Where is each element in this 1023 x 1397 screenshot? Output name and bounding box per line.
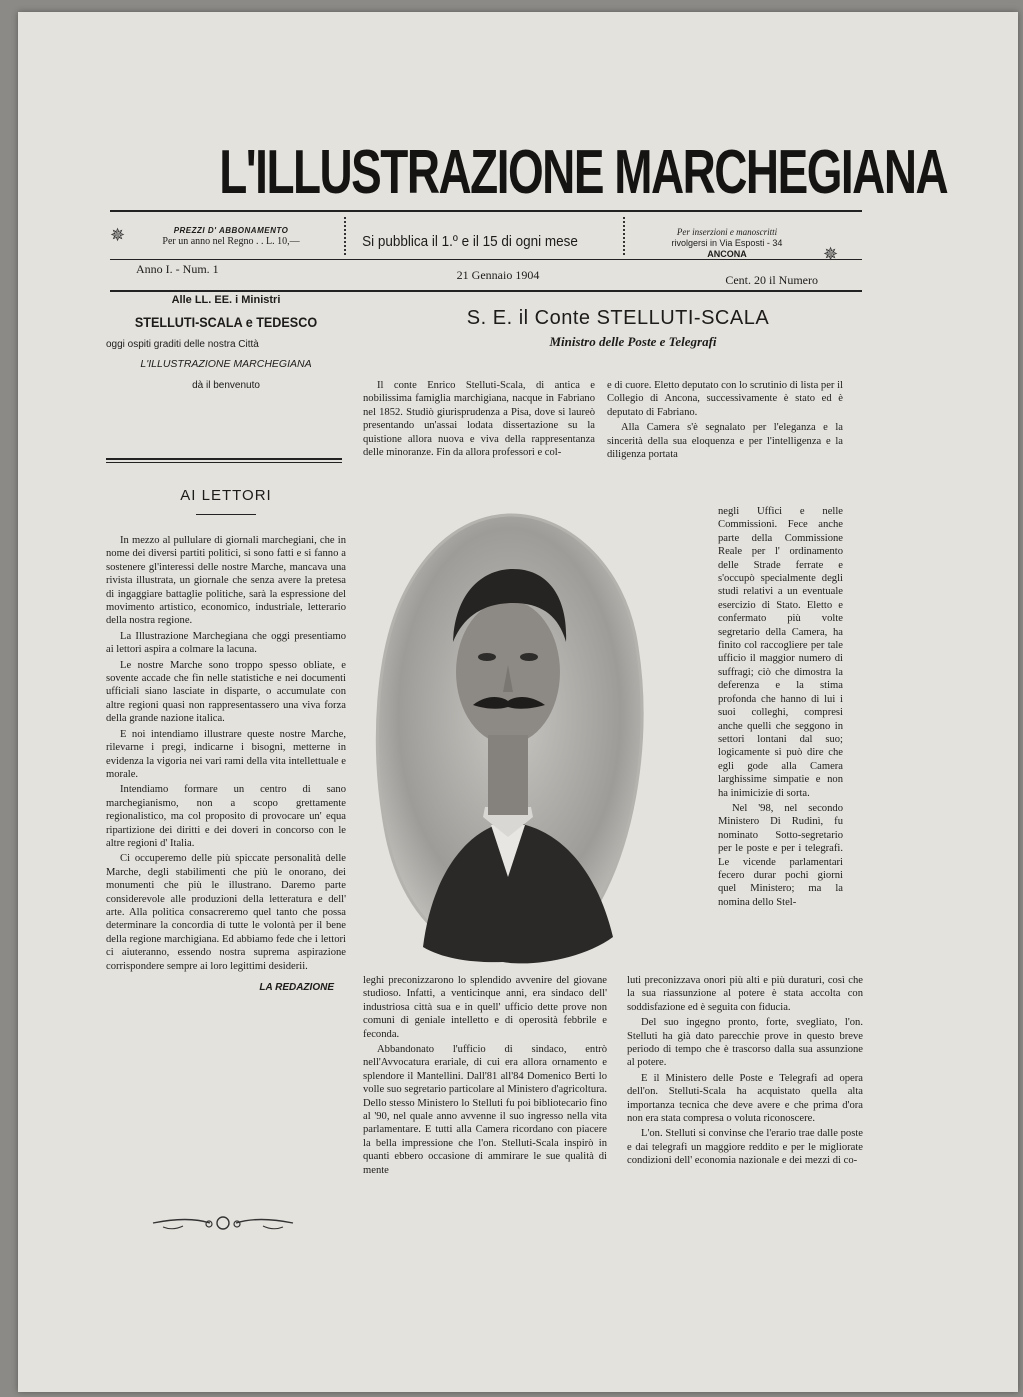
welcome-ministers: STELLUTI-SCALA e TEDESCO <box>134 314 318 331</box>
masthead-title: L'ILLUSTRAZIONE MARCHEGIANA <box>219 138 948 207</box>
lettori-paragraph: In mezzo al pullulare di giornali marchegiani, che in nome dei diversi partiti politici, si sono fatti e si fanno a sostenere gl'interessi delle nostre Marche, mancava una rivista illustrata, un giornale che senza avere la pretesa di ingaggiare battaglie politiche, sarà la espressione del movimento artistico, economico, industriale, letterario della nostra regione. <box>106 535 346 627</box>
welcome-rule-thin <box>106 462 342 463</box>
lettori-title: AI LETTORI <box>180 487 272 504</box>
article-column-2-top <box>607 379 843 463</box>
lettori-paragraph: Ci occuperemo delle più spiccate personalità delle Marche, degli stabilimenti che più le onorano, dei monumenti che più le illustrano. Daremo parte considerevole alle produzioni della letteratura e dell' arte. Alla politica consacreremo quel tanto che possa determinare la concordia di tutte le volontà per il bene della regione marchigiana. Ed abbiamo fede che i lettori ci aiuteranno, essendo nostra suprema aspirazione corrispondere sempre ai loro legittimi desiderii. <box>106 853 346 972</box>
header-rule-bottom <box>110 290 862 292</box>
contact-line-2: rivolgersi in Via Esposti - 34 <box>671 238 783 248</box>
article-paragraph: Alla Camera s'è segnalato per l'eleganza e la sincerità della sua eloquenza e per l'intelligenza e la diligenza portata <box>607 422 843 461</box>
welcome-paper-name: L'ILLUSTRAZIONE MARCHEGIANA <box>140 358 312 371</box>
welcome-rule <box>106 458 342 460</box>
lettori-paragraph: Intendiamo formare un centro di sano marchegianismo, non a scopo grettamente regionalistico, ma col proposito di provocare un' equa ripartizione dei diritti e dei doveri in concorso con le altre regioni d' Italia. <box>106 784 346 849</box>
article-wrap-text <box>718 505 843 911</box>
welcome-line-3: oggi ospiti graditi delle nostra Città <box>106 338 259 350</box>
header-rule-top <box>110 210 862 212</box>
contact-city: ANCONA <box>707 249 747 259</box>
article-column-2-bottom <box>627 974 863 1170</box>
article-paragraph: Il conte Enrico Stelluti-Scala, di antica e nobilissima famiglia marchigiana, nacque in Fabriano nel 1852. Studiò giurisprudenza a Pisa, dove si laureò presentando un'assai lodata dissertazione su la quistione allora nuova e viva della rappresentanza delle minoranze. Fin da allora professori e col- <box>363 380 595 459</box>
header-divider-right <box>623 217 625 255</box>
portrait-photo <box>363 507 653 967</box>
star-ornament-left: ✵ <box>110 225 126 245</box>
lettori-title-rule <box>196 514 256 515</box>
article-paragraph: negli Uffici e nelle Commissioni. Fece anche parte della Commissione Reale per l' ordinamento delle Strade ferrate e s'occupò specialmente degli studi relativi a un eventuale esercizio di Stato. Eletto e confermato più volte segretario della Camera, ha finito col raccogliere per tale ufficio il maggior numero di suffragi; ciò che dimostra la deferenza e la stima profonda che hanno di lui i suoi colleghi, compresi anche quelli che seggono in settori lontani dal suo; logicamente si può dire che egli gode alla Camera larghissime simpatie e non ha inimicizie di sorta. <box>718 506 843 799</box>
lettori-paragraph: La Illustrazione Marchegiana che oggi presentiamo ai lettori aspira a colmare la lacuna. <box>106 630 346 656</box>
article-paragraph: L'on. Stelluti si convinse che l'erario trae dalle poste e dai telegrafi un maggiore reddito e per le migliorate condizioni dell' economia nazionale e dei mezzi di co- <box>627 1128 863 1167</box>
article-subtitle: Ministro delle Poste e Telegrafi <box>549 334 717 349</box>
header-divider-left <box>344 217 346 255</box>
newspaper-page <box>18 12 1018 1392</box>
article-paragraph: E il Ministero delle Poste e Telegrafi ad opera dell'on. Stelluti-Scala ha acquistato quella alta importanza tecnica che deve avere e che prima d'ora non era stata compresa o voluta riconoscere. <box>627 1072 863 1125</box>
welcome-line-5: dà il benvenuto <box>192 379 260 391</box>
article-column-1-top <box>363 379 595 461</box>
article-paragraph: leghi preconizzarono lo splendido avvenire del giovane studioso. Infatti, a venticinque anni, era sindaco dell' industriosa città sua e in quell' ufficio dette prove non comuni di geniale intelletto e di operosità febbrile e feconda. <box>363 975 607 1040</box>
subscription-box <box>136 225 326 247</box>
issue-price: Cent. 20 il Numero <box>725 273 818 287</box>
article-paragraph: Abbandonato l'ufficio di sindaco, entrò nell'Avvocatura erariale, di cui era allora ornamento e splendore il Mantellini. Dall'81 all'84 Domenico Berti lo volle suo segretario particolare al Ministero d'agricoltura. Dello stesso Ministero lo Stelluti fu poi bibliotecario fino al '90, nel quale anno avvenne il suo ingresso nella vita parlamentare. E tutti alla Camera ricordano con piacere la bella impressione che l'on. Stelluti-Scala inspirò in quanti ebbero occasione di ammirare le sue qualità di mente <box>363 1044 607 1176</box>
subscription-title: PREZZI D' ABBONAMENTO <box>173 226 289 235</box>
scroll-ornament <box>148 1212 298 1234</box>
lettori-article <box>106 534 346 994</box>
welcome-line-1: Alle LL. EE. i Ministri <box>171 294 281 306</box>
article-paragraph: Nel '98, nel secondo Ministero Di Rudinì, fu nominato Sotto-segretario per le poste e per i telegrafi. Le vicende parlamentari fecero durar pochi giorni quel Ministero; ma la nomina dello Stel- <box>718 802 843 908</box>
welcome-notice <box>106 294 346 392</box>
subscription-price: Per un anno nel Regno . . L. 10,— <box>162 236 300 247</box>
issue-number: Anno I. - Num. 1 <box>136 262 219 276</box>
article-title: S. E. il Conte STELLUTI-SCALA <box>466 307 770 329</box>
lettori-paragraph: E noi intendiamo illustrare queste nostre Marche, rilevarne i pregi, indicarne i bisogni, metterne in evidenza la vigoria nei vari rami della vita intellettuale e morale. <box>106 728 346 780</box>
star-ornament-right: ✵ <box>823 244 839 264</box>
lettori-signature: LA REDAZIONE <box>259 982 334 993</box>
article-paragraph: e di cuore. Eletto deputato con lo scrutinio di lista per il Collegio di Ancona, successivamente è stato ed è deputato di Fabriano. <box>607 380 843 418</box>
article-paragraph: Del suo ingegno pronto, forte, svegliato, l'on. Stelluti ha già dato parecchie prove in questo breve periodo di tempo che è trascorso dalla sua assunzione al potere. <box>627 1017 863 1069</box>
article-paragraph: luti preconizzava onori più alti e più duraturi, così che la sua riassunzione al potere è stata accolta con soddisfazione ed è seguita con fiducia. <box>627 975 863 1013</box>
lettori-paragraph: Le nostre Marche sono troppo spesso obliate, e sovente accade che fin nelle statistiche e nei documenti ufficiali siano lasciate in disparte, o accumulate con altre regioni quasi non rappresentassero una viva forza della grande nazione italica. <box>106 659 346 725</box>
publication-schedule: Si pubblica il 1.º e il 15 di ogni mese <box>362 233 578 250</box>
article-column-1-bottom <box>363 974 607 1179</box>
contact-box <box>632 227 822 260</box>
contact-line-1: Per inserzioni e manoscritti <box>676 227 778 237</box>
issue-date: 21 Gennaio 1904 <box>456 268 540 282</box>
